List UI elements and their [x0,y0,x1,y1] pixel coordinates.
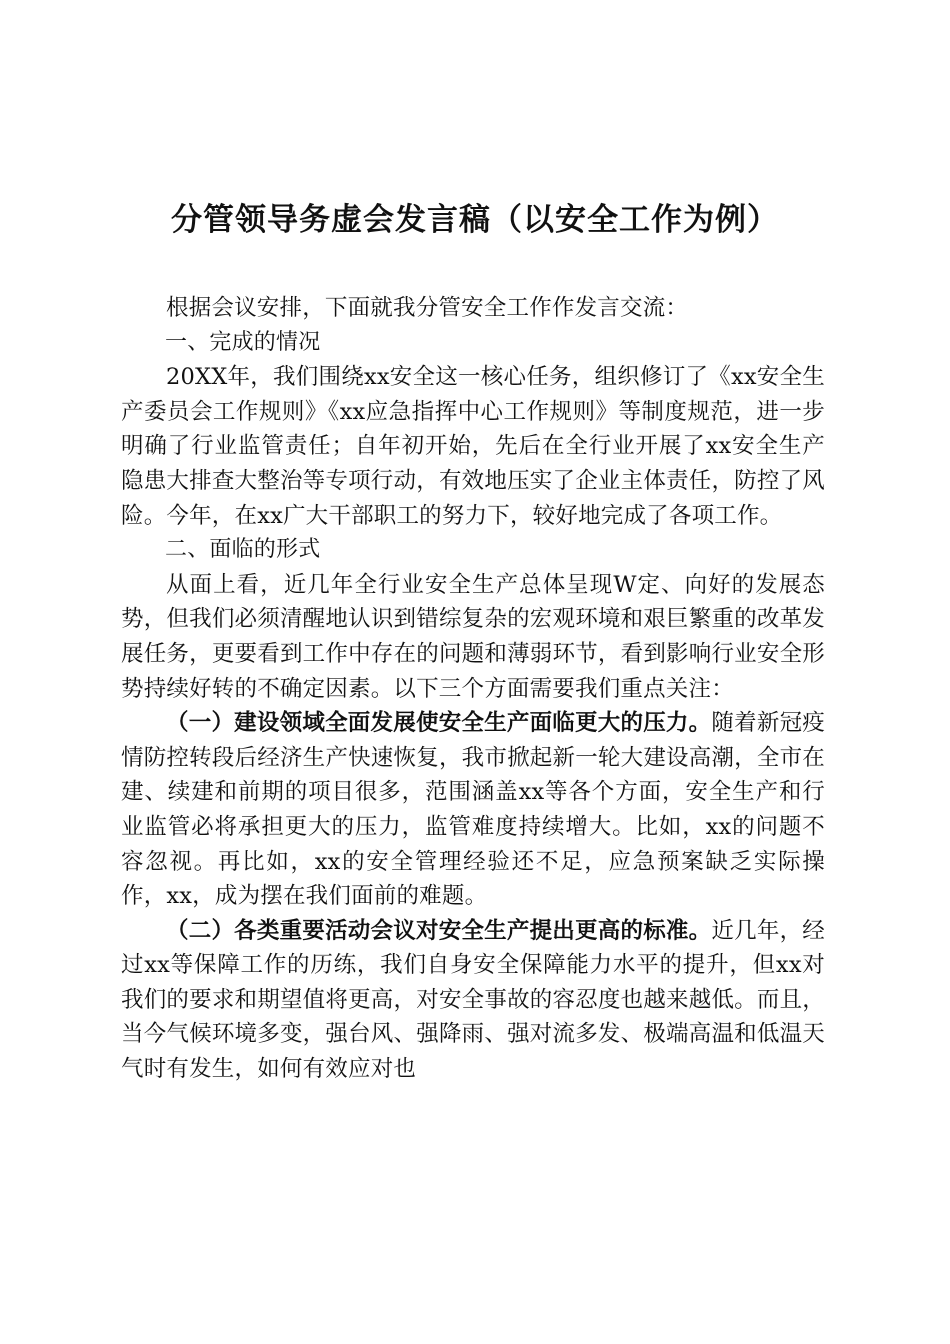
subsection-text-2: 近几年，经过xx等保障工作的历练，我们自身安全保障能力水平的提升，但xx对我们的要求和期望值将更高，对安全事故的容忍度也越来越低。而且，当今气候环境多变，强台风、强降雨、强对流多发、极端高温和低温天气时有发生，如何有效应对也 [121,917,825,1083]
section-paragraph-completed: 20XX年，我们围绕xx安全这一核心任务，组织修订了《xx安全生产委员会工作规则》《xx应急指挥中心工作规则》等制度规范，进一步明确了行业监管责任；自年初开始，先后在全行业开展了xx安全生产隐患大排查大整治等专项行动，有效地压实了企业主体责任，防控了风险。今年，在xx广大干部职工的努力下，较好地完成了各项工作。 [121,364,825,529]
section-paragraph-situation: 从面上看，近几年全行业安全生产总体呈现W定、向好的发展态势，但我们必须清醒地认识到错综复杂的宏观环境和艰巨繁重的改革发展任务，更要看到工作中存在的问题和薄弱环节，看到影响行业安全形势持续好转的不确定因素。以下三个方面需要我们重点关注： [121,571,825,702]
section-heading-situation: 二、面临的形式 [165,537,321,563]
subsection-text-1: 随着新冠疫情防控转段后经济生产快速恢复，我市掀起新一轮大建设高潮，全市在建、续建和前期的项目很多，范围涵盖xx等各个方面，安全生产和行业监管必将承担更大的压力，监管难度持续增大。比如，xx的问题不容忽视。再比如，xx的安全管理经验还不足，应急预案缺乏实际操作，xx，成为摆在我们面前的难题。 [121,710,825,910]
subsection-paragraph-2 [121,914,825,1087]
section-heading-completed: 一、完成的情况 [165,329,321,355]
subsection-lead-1: （一）建设领域全面发展使安全生产面临更大的压力。 [166,710,712,737]
subsection-lead-2: （二）各类重要活动会议对安全生产提出更高的标准。 [166,917,712,944]
intro-paragraph: 根据会议安排，下面就我分管安全工作作发言交流： [166,295,689,321]
subsection-paragraph-1 [121,706,825,914]
document-body [121,291,825,1087]
document-title: 分管领导务虚会发言稿（以安全工作为例） [171,202,779,238]
